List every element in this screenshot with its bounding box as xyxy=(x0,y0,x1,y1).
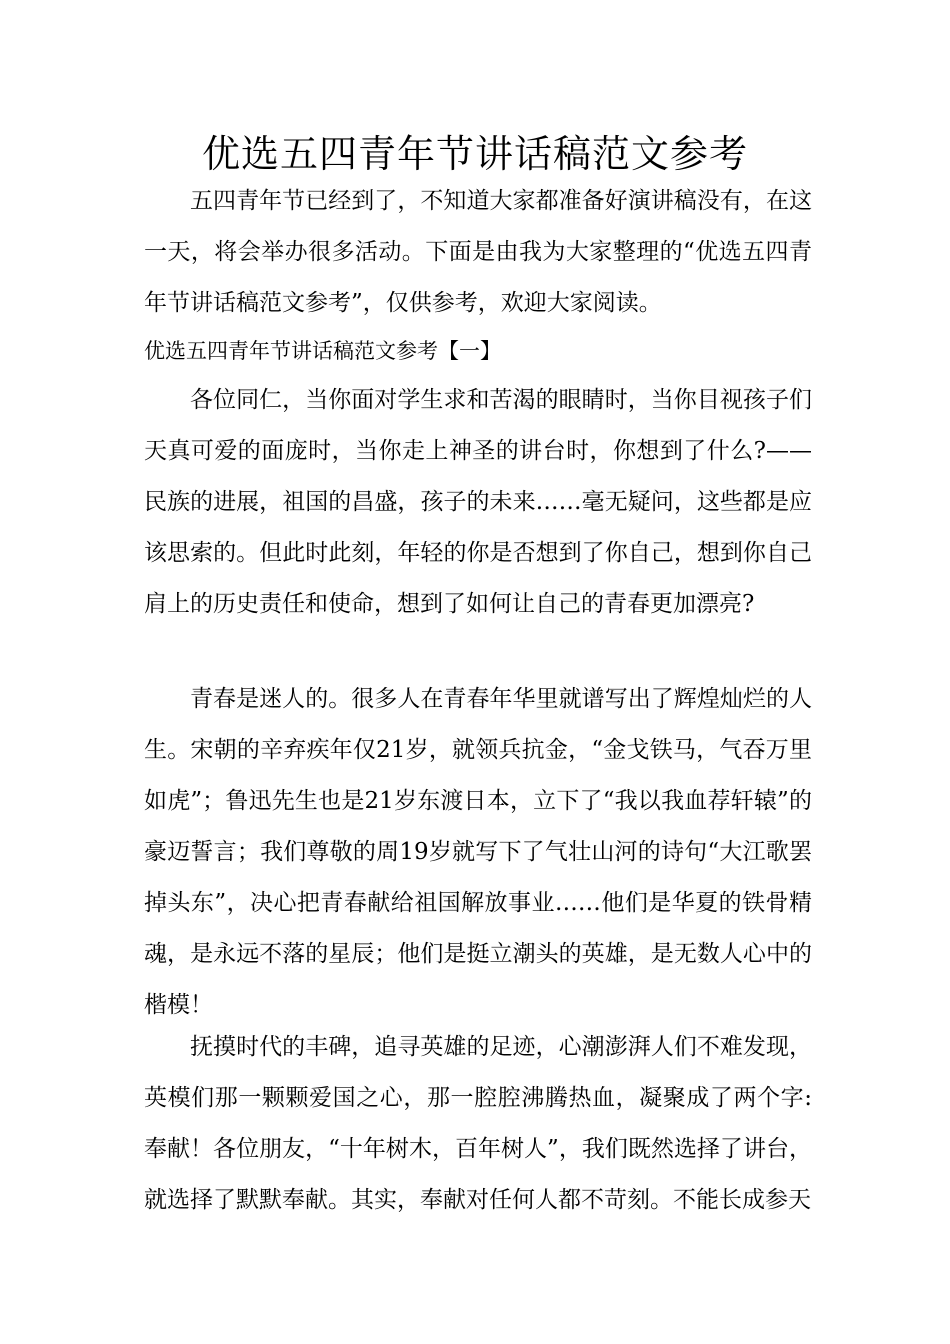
section-heading: 优选五四青年节讲话稿范文参考【一】 xyxy=(144,339,501,363)
intro-paragraph: 五四青年节已经到了，不知道大家都准备好演讲稿没有，在这一天，将会举办很多活动。下面是由我为大家整理的“优选五四青年节讲话稿范文参考”，仅供参考，欢迎大家阅读。 xyxy=(144,188,812,316)
paragraph-1: 各位同仁，当你面对学生求和苦渴的眼睛时，当你目视孩子们天真可爱的面庞时，当你走上神圣的讲台时，你想到了什么?——民族的进展，祖国的昌盛，孩子的未来……毫无疑问，这些都是应该思索的。但此时此刻，年轻的你是否想到了你自己，想到你自己肩上的历史责任和使命，想到了如何让自己的青春更加漂亮? xyxy=(144,387,812,617)
paragraph-2: 青春是迷人的。很多人在青春年华里就谱写出了辉煌灿烂的人生。宋朝的辛弃疾年仅21岁，就领兵抗金，“金戈铁马，气吞万里如虎”；鲁迅先生也是21岁东渡日本，立下了“我以我血荐轩辕”的豪迈誓言；我们尊敬的周19岁就写下了气壮山河的诗句“大江歌罢掉头东”，决心把青春献给祖国解放事业……他们是华夏的铁骨精魂，是永远不落的星辰；他们是挺立潮头的英雄，是无数人心中的楷模！ xyxy=(144,686,812,1018)
document-title: 优选五四青年节讲话稿范文参考 xyxy=(201,132,748,176)
paragraph-3: 抚摸时代的丰碑，追寻英雄的足迹，心潮澎湃人们不难发现，英模们那一颗颗爱国之心，那一腔腔沸腾热血，凝聚成了两个字:奉献！各位朋友，“十年树木，百年树人”，我们既然选择了讲台，就选择了默默奉献。其实，奉献对任何人都不苛刻。不能长成参天 xyxy=(144,1034,812,1213)
